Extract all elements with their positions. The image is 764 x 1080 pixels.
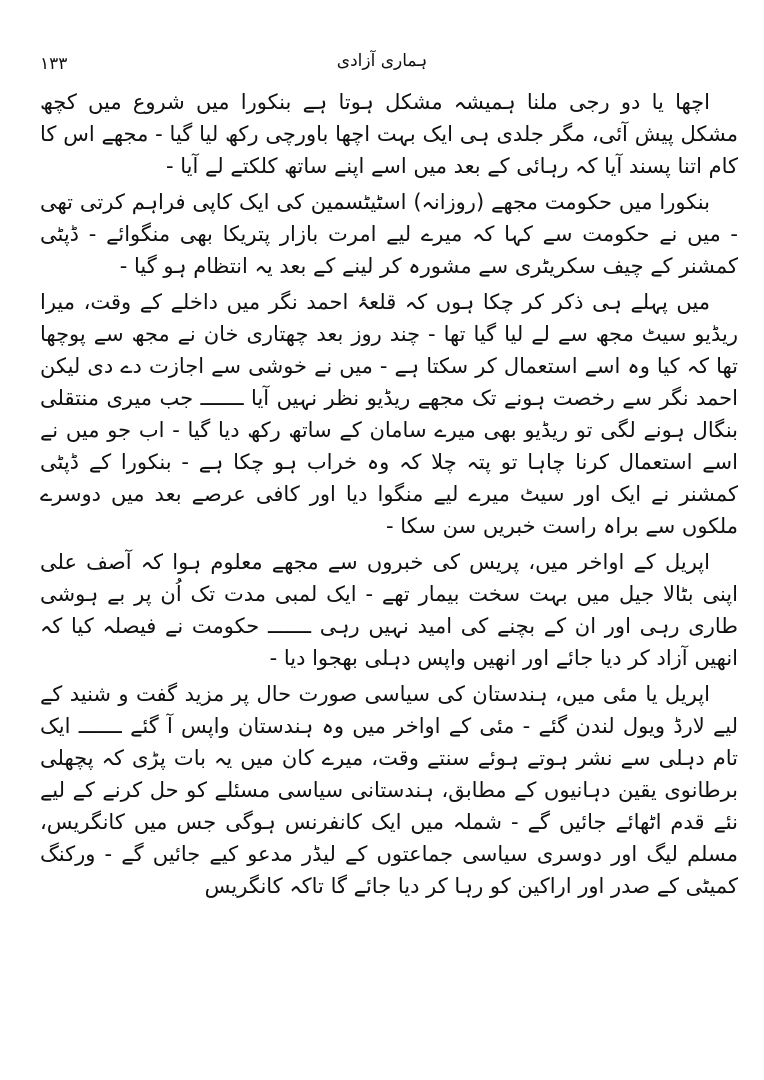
paragraph-newspapers: بنکورا میں حکومت مجھے (روزانہ) اسٹیٹسمین کی ایک کاپی فراہم کرتی تھی - میں نے حکومت سے کہا کہ میرے لیے امرت بازار پتریکا بھی منگوائے - ڈپٹی کمشنر کے چیف سکریٹری سے مشورہ کر لینے کے بعد یہ انتظام ہو گیا -	[40, 190, 738, 278]
paragraph-radio: میں پہلے ہی ذکر کر چکا ہوں کہ قلعۂ احمد نگر میں داخلے کے وقت، میرا ریڈیو سیٹ مجھ سے لے لیا گیا تھا - چند روز بعد چھتاری خان نے مجھ سے پوچھا تھا کہ کیا وہ اسے استعمال کر سکتا ہے - میں نے خوشی سے اجازت دے دی لیکن احمد نگر سے رخصت ہونے تک مجھے ریڈیو نظر نہیں آیا ـــــــ جب میری منتقلی بنگال ہونے لگی تو ریڈیو بھی میرے سامان کے ساتھ رکھ دیا گیا - اب جو میں نے اسے استعمال کرنا چاہا تو پتہ چلا کہ وہ خراب ہو چکا ہے - بنکورا کے ڈپٹی کمشنر نے ایک اور سیٹ میرے لیے منگوا دیا اور کافی عرصے بعد میں دوسرے ملکوں سے براہ راست خبریں سن سکا -	[40, 290, 738, 538]
paragraph-wavell: اپریل یا مئی میں، ہندستان کی سیاسی صورت حال پر مزید گفت و شنید کے لیے لارڈ ویول لندن گئے - مئی کے اواخر میں وہ ہندستان واپس آ گئے ـــــــ ایک تام دہلی سے نشر ہوتے ہوئے سنتے وقت، میرے کان میں یہ بات پڑی کہ پچھلی برطانوی یقین دہانیوں کے مطابق، ہندستانی سیاسی مسئلے کو حل کرنے کے لیے نئے قدم اٹھائے جائیں گے - شملہ میں ایک کانفرنس ہوگی جس میں کانگریس، مسلم لیگ اور دوسری سیاسی جماعتوں کے لیڈر مدعو کیے جائیں گے - ورکنگ کمیٹی کے صدر اور اراکین کو رہا کر دیا جائے گا تاکہ کانگریس	[40, 682, 738, 898]
paragraph-asaf-ali: اپریل کے اواخر میں، پریس کی خبروں سے مجھے معلوم ہوا کہ آصف علی اپنی بٹالا جیل میں بہت سخت بیمار تھے - ایک لمبی مدت تک اُن پر بے ہوشی طاری رہی اور ان کے بچنے کی امید نہیں رہی ـــــــ حکومت نے فیصلہ کیا کہ انھیں آزاد کر دیا جائے اور انھیں واپس دہلی بھجوا دیا -	[40, 550, 738, 670]
page-number: ۱۳۳	[40, 54, 68, 74]
body-text	[40, 86, 738, 906]
running-title: ہماری آزادی	[336, 51, 428, 71]
paragraph-cook: اچھا یا دو رجی ملنا ہمیشہ مشکل ہوتا ہے بنکورا میں شروع میں کچھ مشکل پیش آئی، مگر جلدی ہی ایک بہت اچھا باورچی رکھ لیا گیا - مجھے اس کا کام اتنا پسند آیا کہ رہائی کے بعد میں اسے اپنے ساتھ کلکتے لے آیا -	[40, 90, 738, 178]
